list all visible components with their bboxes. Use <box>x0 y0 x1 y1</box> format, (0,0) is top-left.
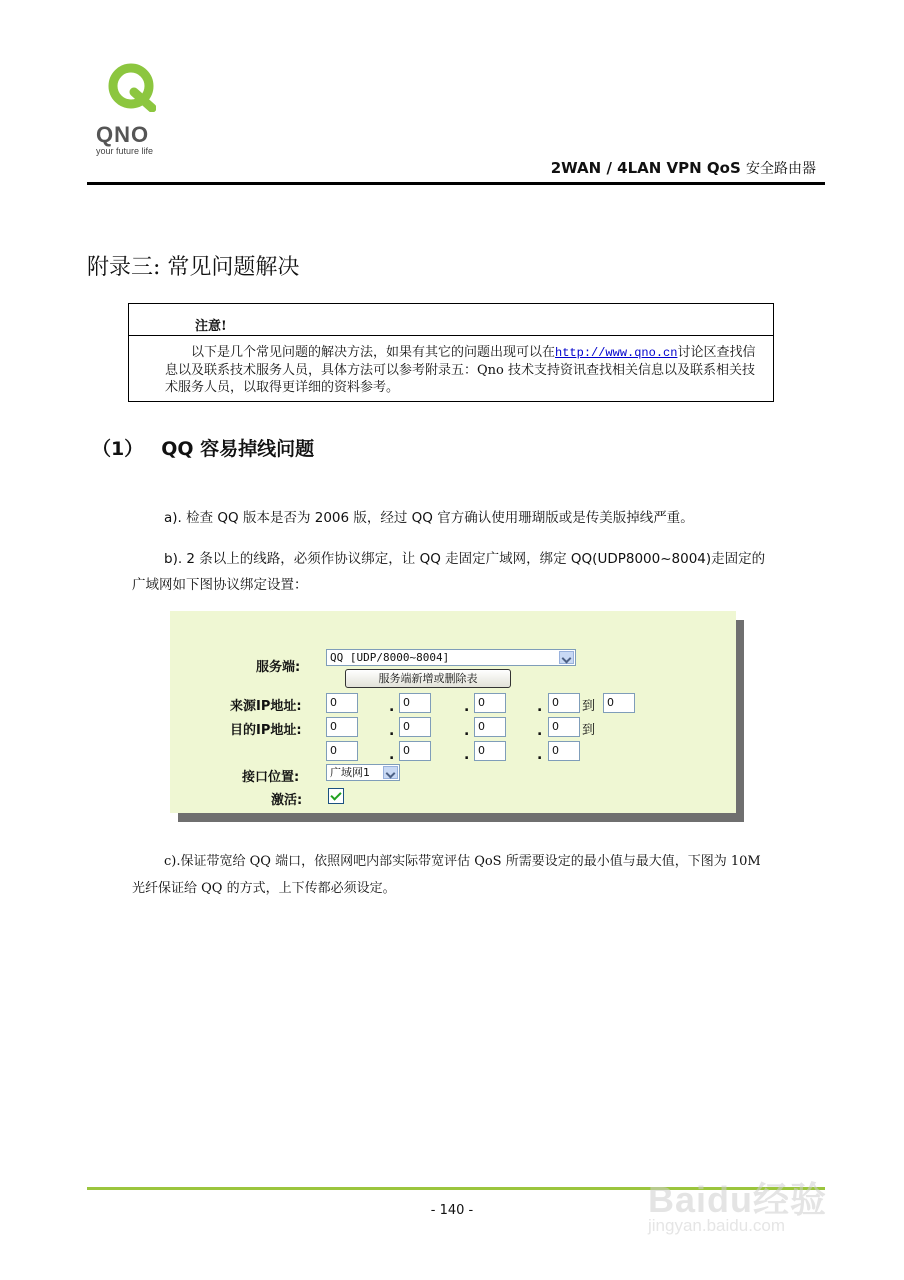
source-ip-end[interactable]: 0 <box>603 693 635 713</box>
chevron-down-icon <box>383 766 398 779</box>
dest-ip-start-octet-1[interactable]: 0 <box>326 717 358 737</box>
dest-ip-label: 目的IP地址: <box>230 723 302 738</box>
interface-select-value: 广域网1 <box>330 766 370 779</box>
qno-website-link[interactable]: http://www.qno.cn <box>555 346 678 360</box>
baidu-watermark <box>648 1160 858 1250</box>
service-table-button[interactable]: 服务端新增或删除表 <box>345 669 511 688</box>
ip-dot: . <box>389 723 395 739</box>
dest-ip-end-octet-1[interactable]: 0 <box>326 741 358 761</box>
dest-ip-start-octet-2[interactable]: 0 <box>399 717 431 737</box>
section-title-text: QQ 容易掉线问题 <box>161 438 315 460</box>
logo-wordmark: QNO <box>96 122 150 147</box>
ip-dot: . <box>537 747 543 763</box>
service-label: 服务端: <box>256 660 301 675</box>
notice-text-after-link: 讨论区查找信息以及联系技术服务人员，具体方法可以参考附录五：Qno 技术支持资讯查找相关信息以及联系相关技术服务人员，以取得更详细的资料参考。 <box>165 345 756 395</box>
qno-logo <box>96 62 176 158</box>
dest-ip-end-octet-4[interactable]: 0 <box>548 741 580 761</box>
chevron-down-icon <box>559 651 574 664</box>
source-ip-octet-4[interactable]: 0 <box>548 693 580 713</box>
source-ip-octet-2[interactable]: 0 <box>399 693 431 713</box>
notice-box <box>128 303 774 402</box>
page-title: 附录三: 常见问题解决 <box>87 255 300 280</box>
watermark-brand: Baidu经验 <box>648 1179 828 1220</box>
ip-dot: . <box>537 699 543 715</box>
ip-dot: . <box>464 723 470 739</box>
ip-dot: . <box>389 699 395 715</box>
service-select[interactable] <box>326 649 576 666</box>
ip-dot: . <box>537 723 543 739</box>
page-number: - 140 - <box>430 1203 474 1218</box>
paragraph-b-line2: 广域网如下图协议绑定设置： <box>132 577 308 593</box>
paragraph-b-line1: b). 2 条以上的线路，必须作协议绑定，让 QQ 走固定广域网，绑定 QQ(UDP8000~8004)走固定的 <box>164 551 766 567</box>
source-ip-label: 来源IP地址: <box>230 699 302 714</box>
to-label: 到 <box>582 723 596 738</box>
paragraph-c-line2: 光纤保证给 QQ 的方式，上下传都必须设定。 <box>132 881 396 896</box>
paragraph-a: a). 检查 QQ 版本是否为 2006 版，经过 QQ 官方确认使用珊瑚版或是传美版掉线严重。 <box>164 510 694 526</box>
notice-text <box>165 344 761 396</box>
protocol-binding-form <box>170 611 736 813</box>
dest-ip-end-octet-2[interactable]: 0 <box>399 741 431 761</box>
notice-text-before-link: 以下是几个常见问题的解决方法，如果有其它的问题出现可以在 <box>191 345 556 360</box>
section-number: （1） <box>92 438 144 460</box>
enable-checkbox[interactable] <box>328 788 344 804</box>
logo-tagline: your future life <box>96 146 154 156</box>
source-ip-octet-1[interactable]: 0 <box>326 693 358 713</box>
dest-ip-start-octet-3[interactable]: 0 <box>474 717 506 737</box>
to-label: 到 <box>582 699 596 714</box>
source-ip-octet-3[interactable]: 0 <box>474 693 506 713</box>
header-divider <box>87 182 825 185</box>
dest-ip-start-octet-4[interactable]: 0 <box>548 717 580 737</box>
ip-dot: . <box>464 747 470 763</box>
interface-label: 接口位置: <box>242 770 300 785</box>
paragraph-c-line1: c).保证带宽给 QQ 端口，依照网吧内部实际带宽评估 QoS 所需要设定的最小值与最大值，下图为 10M <box>164 854 761 869</box>
qno-logo-icon <box>106 62 156 112</box>
header-title-en: 2WAN / 4LAN VPN QoS <box>550 159 741 177</box>
service-select-value: QQ [UDP/8000~8004] <box>330 651 450 664</box>
dest-ip-end-octet-3[interactable]: 0 <box>474 741 506 761</box>
notice-heading: 注意! <box>195 319 227 334</box>
notice-header <box>129 304 773 336</box>
watermark-url: jingyan.baidu.com <box>648 1216 786 1235</box>
section-heading <box>92 434 314 461</box>
interface-select[interactable] <box>326 764 400 781</box>
header-title-cn: 安全路由器 <box>746 161 816 177</box>
enable-label: 激活: <box>271 793 303 808</box>
ip-dot: . <box>464 699 470 715</box>
ip-dot: . <box>389 747 395 763</box>
document-header-title <box>551 158 816 178</box>
